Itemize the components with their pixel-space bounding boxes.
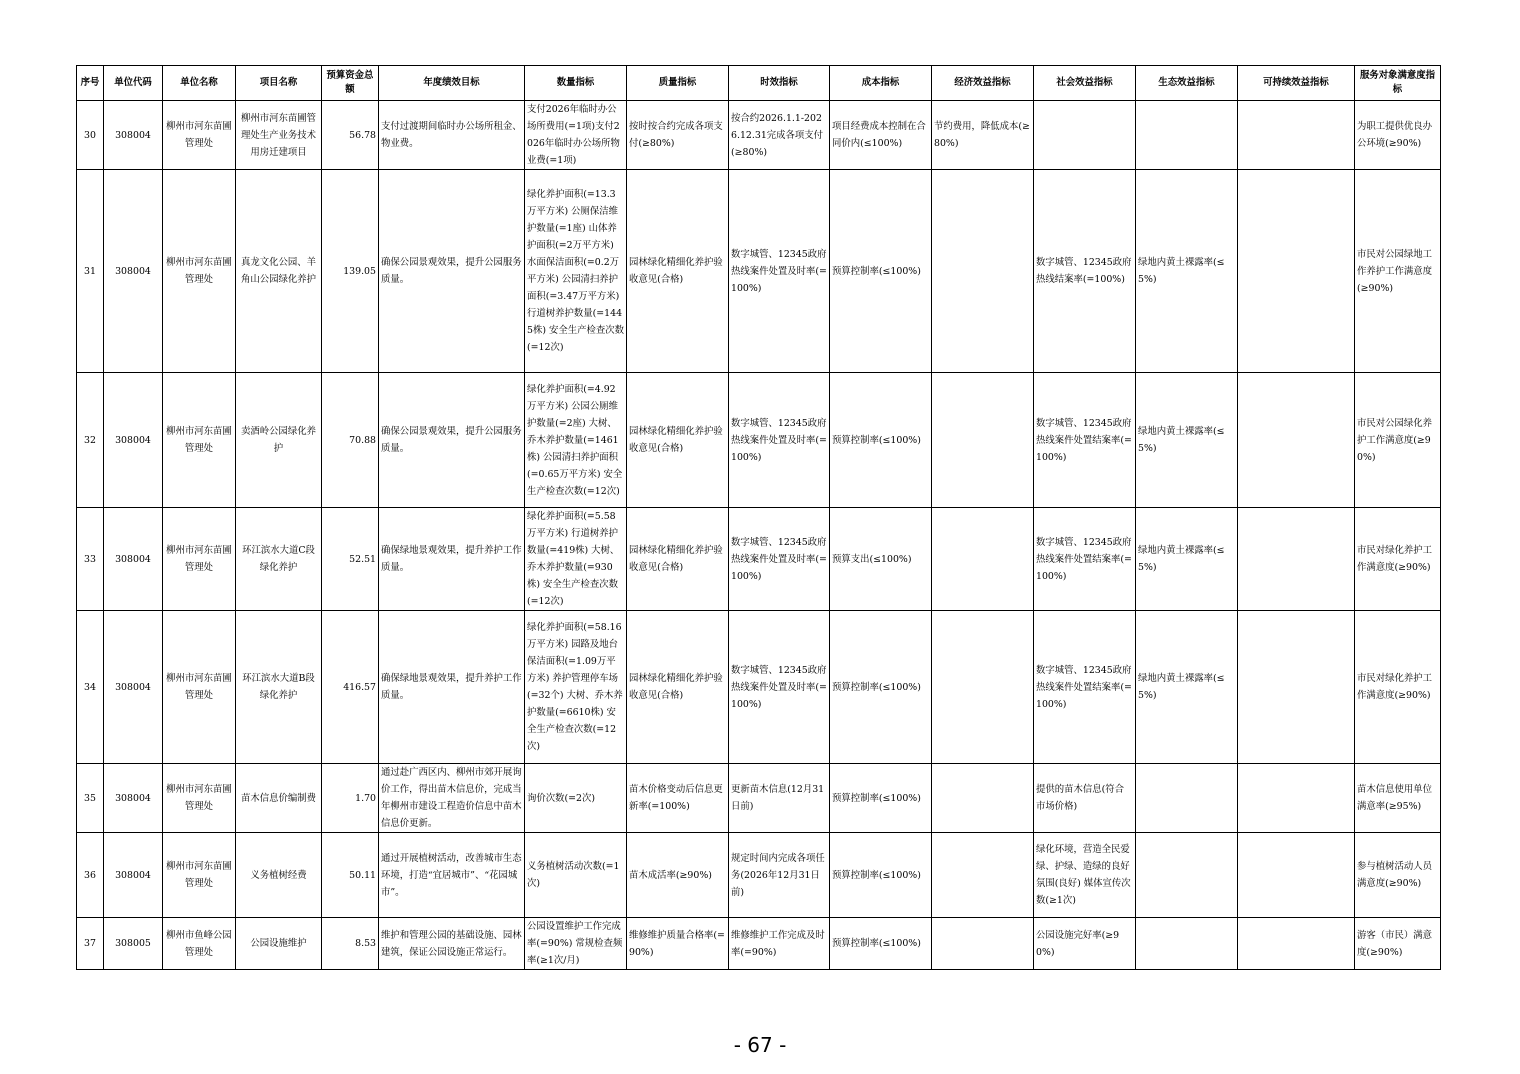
cell-quantity: 询价次数(=2次) (525, 764, 627, 833)
cell-ecological (1136, 918, 1238, 970)
header-quantity: 数量指标 (525, 66, 627, 101)
cell-sustainable (1238, 611, 1355, 764)
cell-unit-code: 308004 (104, 833, 163, 918)
cell-budget: 139.05 (322, 170, 379, 373)
cell-quality: 园林绿化精细化养护验收意见(合格) (627, 170, 729, 373)
cell-quality: 苗木价格变动后信息更新率(=100%) (627, 764, 729, 833)
cell-project-name: 环江滨水大道C段绿化养护 (236, 508, 322, 611)
cell-quality: 园林绿化精细化养护验收意见(合格) (627, 508, 729, 611)
cell-cost: 预算控制率(≤100%) (830, 373, 932, 508)
cell-economic (932, 918, 1034, 970)
cell-annual-goal: 确保公园景观效果，提升公园服务质量。 (379, 170, 525, 373)
cell-quantity: 绿化养护面积(=5.58万平方米) 行道树养护数量(=419株) 大树、乔木养护数量(=930株) 安全生产检查次数(=12次) (525, 508, 627, 611)
cell-satisfaction: 市民对绿化养护工作满意度(≥90%) (1355, 508, 1441, 611)
cell-project-name: 真龙文化公园、羊角山公园绿化养护 (236, 170, 322, 373)
table-row (77, 918, 1441, 970)
table-row (77, 101, 1441, 170)
cell-quantity: 绿化养护面积(=58.16万平方米) 园路及地台保洁面积(=1.09万平方米) 养护管理停车场(=32个) 大树、乔木养护数量(=6610株) 安全生产检查次数(=12次) (525, 611, 627, 764)
cell-project-name: 公园设施维护 (236, 918, 322, 970)
cell-annual-goal: 确保绿地景观效果，提升养护工作质量。 (379, 508, 525, 611)
header-unit-code: 单位代码 (104, 66, 163, 101)
cell-index: 33 (77, 508, 104, 611)
cell-index: 31 (77, 170, 104, 373)
cell-timeliness: 维修维护工作完成及时率(=90%) (729, 918, 830, 970)
cell-ecological (1136, 833, 1238, 918)
performance-table (76, 65, 1441, 970)
cell-unit-name: 柳州市河东苗圃管理处 (163, 833, 236, 918)
cell-satisfaction: 游客（市民）满意度(≥90%) (1355, 918, 1441, 970)
cell-cost: 预算控制率(≤100%) (830, 764, 932, 833)
cell-timeliness: 数字城管、12345政府热线案件处置及时率(=100%) (729, 170, 830, 373)
cell-social: 提供的苗木信息(符合市场价格) (1034, 764, 1136, 833)
cell-unit-name: 柳州市河东苗圃管理处 (163, 508, 236, 611)
cell-social: 公园设施完好率(≥90%) (1034, 918, 1136, 970)
header-ecological: 生态效益指标 (1136, 66, 1238, 101)
cell-unit-name: 柳州市河东苗圃管理处 (163, 170, 236, 373)
cell-unit-name: 柳州市河东苗圃管理处 (163, 764, 236, 833)
cell-annual-goal: 确保公园景观效果，提升公园服务质量。 (379, 373, 525, 508)
table-row (77, 170, 1441, 373)
cell-economic (932, 764, 1034, 833)
cell-unit-code: 308004 (104, 170, 163, 373)
header-index: 序号 (77, 66, 104, 101)
cell-index: 36 (77, 833, 104, 918)
header-budget: 预算资金总额 (322, 66, 379, 101)
cell-ecological: 绿地内黄土裸露率(≤5%) (1136, 611, 1238, 764)
cell-quantity: 绿化养护面积(=13.3万平方米) 公厕保洁维护数量(=1座) 山体养护面积(=2万平方米) 水面保洁面积(=0.2万平方米) 公园清扫养护面积(=3.47万平方米) 行道树养护数量(=1445株) 安全生产检查次数(=12次) (525, 170, 627, 373)
cell-budget: 416.57 (322, 611, 379, 764)
cell-index: 32 (77, 373, 104, 508)
header-annual-goal: 年度绩效目标 (379, 66, 525, 101)
cell-unit-name: 柳州市鱼峰公园管理处 (163, 918, 236, 970)
cell-unit-code: 308004 (104, 508, 163, 611)
cell-social: 数字城管、12345政府热线案件处置结案率(=100%) (1034, 373, 1136, 508)
cell-index: 35 (77, 764, 104, 833)
cell-unit-code: 308004 (104, 373, 163, 508)
cell-ecological: 绿地内黄土裸露率(≤5%) (1136, 508, 1238, 611)
cell-timeliness: 数字城管、12345政府热线案件处置及时率(=100%) (729, 373, 830, 508)
cell-quantity: 绿化养护面积(=4.92万平方米) 公园公厕维护数量(=2座) 大树、乔木养护数量(=1461株) 公园清扫养护面积(=0.65万平方米) 安全生产检查次数(=12次) (525, 373, 627, 508)
cell-social: 数字城管、12345政府热线案件处置结案率(=100%) (1034, 611, 1136, 764)
cell-timeliness: 规定时间内完成各项任务(2026年12月31日前) (729, 833, 830, 918)
cell-cost: 预算控制率(≤100%) (830, 611, 932, 764)
cell-unit-code: 308004 (104, 611, 163, 764)
cell-annual-goal: 支付过渡期间临时办公场所租金、物业费。 (379, 101, 525, 170)
cell-cost: 预算控制率(≤100%) (830, 170, 932, 373)
cell-project-name: 卖酒岭公园绿化养护 (236, 373, 322, 508)
cell-index: 37 (77, 918, 104, 970)
cell-unit-code: 308004 (104, 764, 163, 833)
cell-project-name: 柳州市河东苗圃管理处生产业务技术用房迁建项目 (236, 101, 322, 170)
cell-unit-code: 308004 (104, 101, 163, 170)
table-row (77, 764, 1441, 833)
cell-economic (932, 170, 1034, 373)
cell-annual-goal: 维护和管理公园的基础设施、园林建筑，保证公园设施正常运行。 (379, 918, 525, 970)
cell-quality: 按时按合约完成各项支付(≥80%) (627, 101, 729, 170)
table-row (77, 611, 1441, 764)
cell-economic (932, 373, 1034, 508)
cell-satisfaction: 市民对公园绿地工作养护工作满意度(≥90%) (1355, 170, 1441, 373)
cell-budget: 56.78 (322, 101, 379, 170)
cell-quality: 园林绿化精细化养护验收意见(合格) (627, 373, 729, 508)
cell-ecological: 绿地内黄土裸露率(≤5%) (1136, 373, 1238, 508)
cell-annual-goal: 确保绿地景观效果，提升养护工作质量。 (379, 611, 525, 764)
cell-unit-name: 柳州市河东苗圃管理处 (163, 611, 236, 764)
cell-satisfaction: 苗木信息使用单位满意率(≥95%) (1355, 764, 1441, 833)
cell-sustainable (1238, 508, 1355, 611)
cell-budget: 70.88 (322, 373, 379, 508)
cell-project-name: 环江滨水大道B段绿化养护 (236, 611, 322, 764)
cell-cost: 预算控制率(≤100%) (830, 918, 932, 970)
cell-quantity: 义务植树活动次数(=1次) (525, 833, 627, 918)
cell-quality: 维修维护质量合格率(=90%) (627, 918, 729, 970)
cell-annual-goal: 通过开展植树活动，改善城市生态环境，打造“宜居城市”、“花园城市”。 (379, 833, 525, 918)
cell-sustainable (1238, 764, 1355, 833)
header-quality: 质量指标 (627, 66, 729, 101)
header-project-name: 项目名称 (236, 66, 322, 101)
header-social: 社会效益指标 (1034, 66, 1136, 101)
header-row (77, 66, 1441, 101)
cell-index: 30 (77, 101, 104, 170)
cell-project-name: 苗木信息价编制费 (236, 764, 322, 833)
cell-unit-name: 柳州市河东苗圃管理处 (163, 373, 236, 508)
cell-quality: 园林绿化精细化养护验收意见(合格) (627, 611, 729, 764)
cell-timeliness: 数字城管、12345政府热线案件处置及时率(=100%) (729, 611, 830, 764)
cell-cost: 预算控制率(≤100%) (830, 833, 932, 918)
page-number: - 67 - (733, 1033, 787, 1057)
cell-budget: 50.11 (322, 833, 379, 918)
cell-satisfaction: 市民对公园绿化养护工作满意度(≥90%) (1355, 373, 1441, 508)
header-unit-name: 单位名称 (163, 66, 236, 101)
cell-timeliness: 数字城管、12345政府热线案件处置及时率(=100%) (729, 508, 830, 611)
table-row (77, 373, 1441, 508)
cell-sustainable (1238, 170, 1355, 373)
cell-social: 数字城管、12345政府热线结案率(=100%) (1034, 170, 1136, 373)
cell-economic: 节约费用，降低成本(≥80%) (932, 101, 1034, 170)
cell-economic (932, 508, 1034, 611)
table-row (77, 508, 1441, 611)
cell-sustainable (1238, 101, 1355, 170)
cell-ecological (1136, 764, 1238, 833)
cell-budget: 1.70 (322, 764, 379, 833)
cell-quality: 苗木成活率(≥90%) (627, 833, 729, 918)
cell-satisfaction: 市民对绿化养护工作满意度(≥90%) (1355, 611, 1441, 764)
header-satisfaction: 服务对象满意度指标 (1355, 66, 1441, 101)
cell-ecological (1136, 101, 1238, 170)
header-cost: 成本指标 (830, 66, 932, 101)
cell-budget: 8.53 (322, 918, 379, 970)
cell-unit-code: 308005 (104, 918, 163, 970)
cell-index: 34 (77, 611, 104, 764)
header-sustainable: 可持续效益指标 (1238, 66, 1355, 101)
header-timeliness: 时效指标 (729, 66, 830, 101)
cell-cost: 项目经费成本控制在合同价内(≤100%) (830, 101, 932, 170)
cell-quantity: 公园设置维护工作完成率(=90%) 常规检查频率(≥1次/月) (525, 918, 627, 970)
cell-social: 数字城管、12345政府热线案件处置结案率(=100%) (1034, 508, 1136, 611)
cell-sustainable (1238, 833, 1355, 918)
cell-quantity: 支付2026年临时办公场所费用(=1项)支付2026年临时办公场所物业费(=1项) (525, 101, 627, 170)
cell-timeliness: 按合约2026.1.1-2026.12.31完成各项支付(≥80%) (729, 101, 830, 170)
cell-unit-name: 柳州市河东苗圃管理处 (163, 101, 236, 170)
cell-annual-goal: 通过赴广西区内、柳州市郊开展询价工作，得出苗木信息价，完成当年柳州市建设工程造价信息中苗木信息价更新。 (379, 764, 525, 833)
cell-budget: 52.51 (322, 508, 379, 611)
cell-social: 绿化环境，营造全民爱绿、护绿、造绿的良好氛围(良好) 媒体宣传次数(≥1次) (1034, 833, 1136, 918)
table-row (77, 833, 1441, 918)
cell-sustainable (1238, 918, 1355, 970)
cell-satisfaction: 为职工提供优良办公环境(≥90%) (1355, 101, 1441, 170)
cell-timeliness: 更新苗木信息(12月31日前) (729, 764, 830, 833)
header-economic: 经济效益指标 (932, 66, 1034, 101)
cell-project-name: 义务植树经费 (236, 833, 322, 918)
cell-sustainable (1238, 373, 1355, 508)
cell-economic (932, 833, 1034, 918)
cell-satisfaction: 参与植树活动人员满意度(≥90%) (1355, 833, 1441, 918)
cell-ecological: 绿地内黄土裸露率(≤5%) (1136, 170, 1238, 373)
cell-economic (932, 611, 1034, 764)
cell-cost: 预算支出(≤100%) (830, 508, 932, 611)
cell-social (1034, 101, 1136, 170)
